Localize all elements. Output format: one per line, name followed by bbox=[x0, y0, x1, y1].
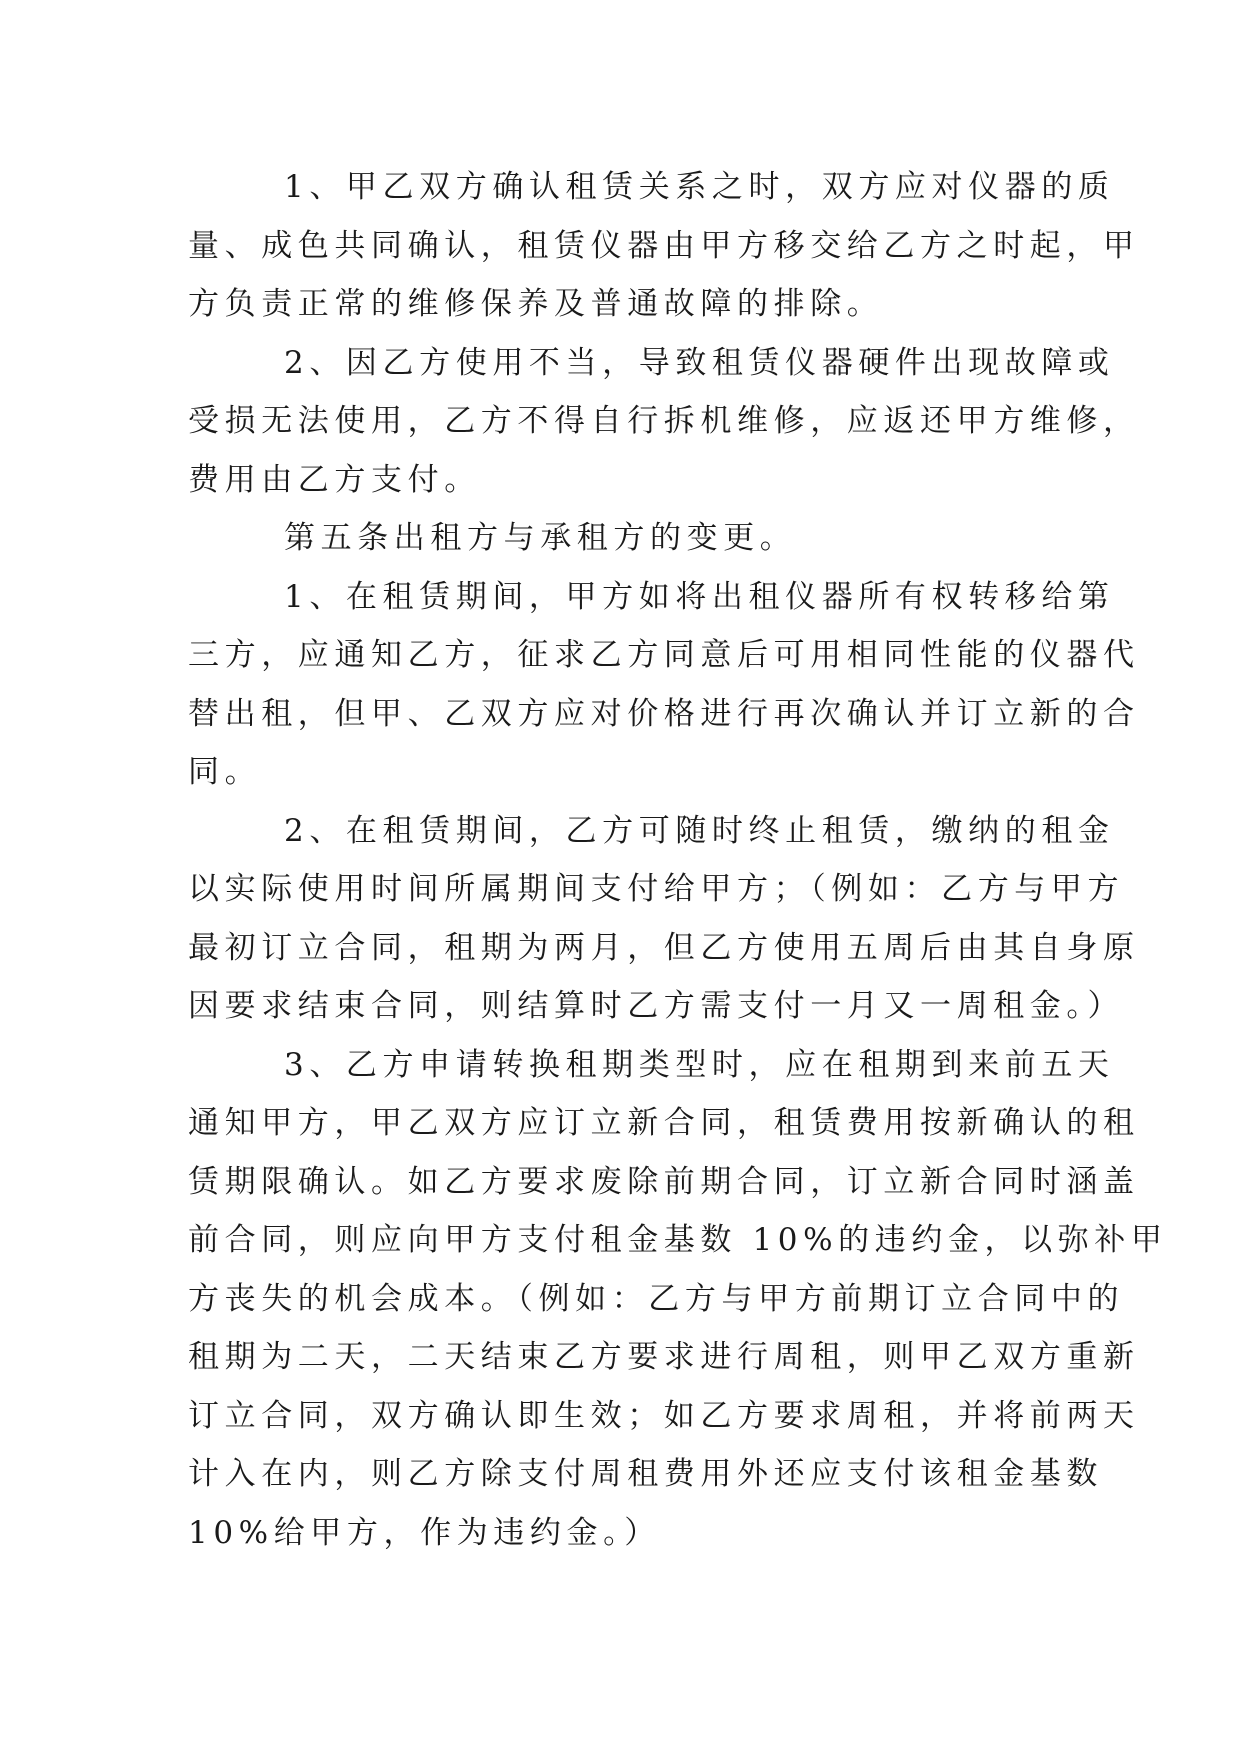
paragraph-line: 3、乙方申请转换租期类型时，应在租期到来前五天 bbox=[284, 1046, 1115, 1083]
paragraph-line: 方丧失的机会成本。（例如：乙方与甲方前期订立合同中的 bbox=[188, 1280, 1125, 1317]
paragraph-line: 赁期限确认。如乙方要求废除前期合同，订立新合同时涵盖 bbox=[188, 1163, 1140, 1200]
paragraph-section5-clause-2 bbox=[188, 802, 1140, 1036]
paragraph-line: 受损无法使用，乙方不得自行拆机维修，应返还甲方维修， bbox=[188, 403, 1140, 439]
section-heading bbox=[188, 509, 1055, 568]
paragraph-line: 租期为二天，二天结束乙方要求进行周租，则甲乙双方重新 bbox=[188, 1339, 1140, 1375]
paragraph-line: 2、在租赁期间，乙方可随时终止租赁，缴纳的租金 bbox=[284, 812, 1115, 849]
paragraph-line: 计入在内，则乙方除支付周租费用外还应支付该租金基数 bbox=[188, 1456, 1103, 1492]
paragraph-section5-clause-3 bbox=[188, 1036, 1168, 1563]
paragraph-section5-clause-1 bbox=[188, 568, 1140, 802]
paragraph-line: 量、成色共同确认，租赁仪器由甲方移交给乙方之时起，甲 bbox=[188, 227, 1140, 264]
paragraph-line: 第五条出租方与承租方的变更。 bbox=[284, 520, 797, 556]
paragraph-line: 前合同，则应向甲方支付租金基数 10%的违约金，以弥补甲 bbox=[188, 1222, 1168, 1258]
paragraph-line: 2、因乙方使用不当，导致租赁仪器硬件出现故障或 bbox=[284, 344, 1115, 381]
paragraph-line: 1、在租赁期间，甲方如将出租仪器所有权转移给第 bbox=[284, 578, 1115, 615]
document-body bbox=[188, 158, 1168, 1562]
paragraph-line: 费用由乙方支付。 bbox=[188, 461, 481, 498]
paragraph-line: 1、甲乙双方确认租赁关系之时，双方应对仪器的质 bbox=[284, 169, 1115, 205]
paragraph-line: 替出租，但甲、乙双方应对价格进行再次确认并订立新的合 bbox=[188, 695, 1140, 732]
paragraph-line: 通知甲方，甲乙双方应订立新合同，租赁费用按新确认的租 bbox=[188, 1105, 1140, 1141]
paragraph-clause-2 bbox=[188, 334, 1140, 510]
paragraph-line: 同。 bbox=[188, 754, 262, 790]
paragraph-line: 以实际使用时间所属期间支付给甲方；（例如：乙方与甲方 bbox=[188, 871, 1125, 907]
paragraph-line: 10%给甲方，作为违约金。） bbox=[188, 1514, 661, 1551]
paragraph-line: 三方，应通知乙方，征求乙方同意后可用相同性能的仪器代 bbox=[188, 637, 1140, 673]
paragraph-line: 因要求结束合同，则结算时乙方需支付一月又一周租金。） bbox=[188, 988, 1125, 1024]
paragraph-line: 方负责正常的维修保养及普通故障的排除。 bbox=[188, 286, 884, 322]
paragraph-line: 最初订立合同，租期为两月，但乙方使用五周后由其自身原 bbox=[188, 929, 1140, 966]
paragraph-clause-1 bbox=[188, 158, 1140, 334]
paragraph-line: 订立合同，双方确认即生效；如乙方要求周租，并将前两天 bbox=[188, 1397, 1140, 1434]
